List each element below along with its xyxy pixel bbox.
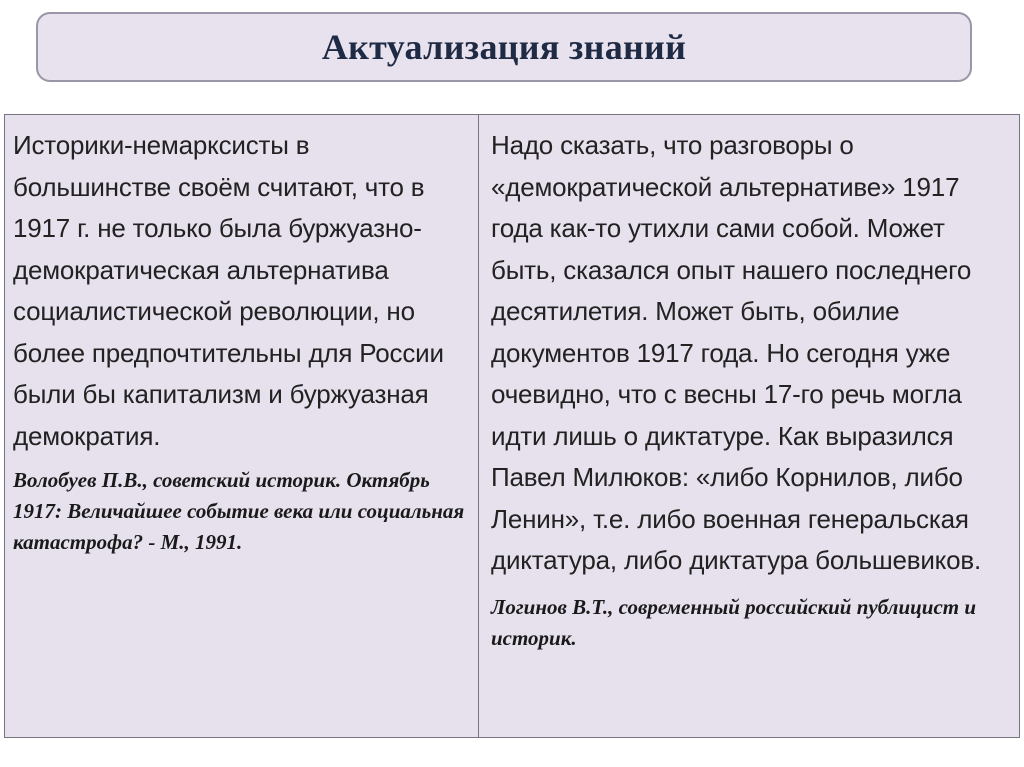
title-banner <box>36 12 972 82</box>
left-cell <box>5 115 479 737</box>
left-quote-text: Историки-немарксисты в большинстве своём считают, что в 1917 г. не только была буржуазно-демократическая альтернатива социалистической революции, но более предпочтительны для России были бы капитализм и буржуазная демократия. <box>13 130 444 451</box>
right-citation: Логинов В.Т., современный российский публицист и историк. <box>491 594 977 650</box>
right-quote-text: Надо сказать, что разговоры о «демократической альтернативе» 1917 года как-то утихли сами собой. Может быть, сказался опыт нашего последнего десятилетия. Может быть, обилие документов 1917 года. Но сегодня уже очевидно, что с весны 17-го речь могла идти лишь о диктатуре. Как выразился Павел Милюков: «либо Корнилов, либо Ленин», т.е. либо военная генеральская диктатура, либо диктатура большевиков. <box>491 130 982 575</box>
quote-table <box>4 114 1020 738</box>
right-cell <box>479 115 1019 737</box>
left-citation: Волобуев П.В., советский историк. Октябрь 1917: Величайшее событие века или социальная катастрофа? - М., 1991. <box>13 468 465 554</box>
slide-title: Актуализация знаний <box>321 27 687 67</box>
